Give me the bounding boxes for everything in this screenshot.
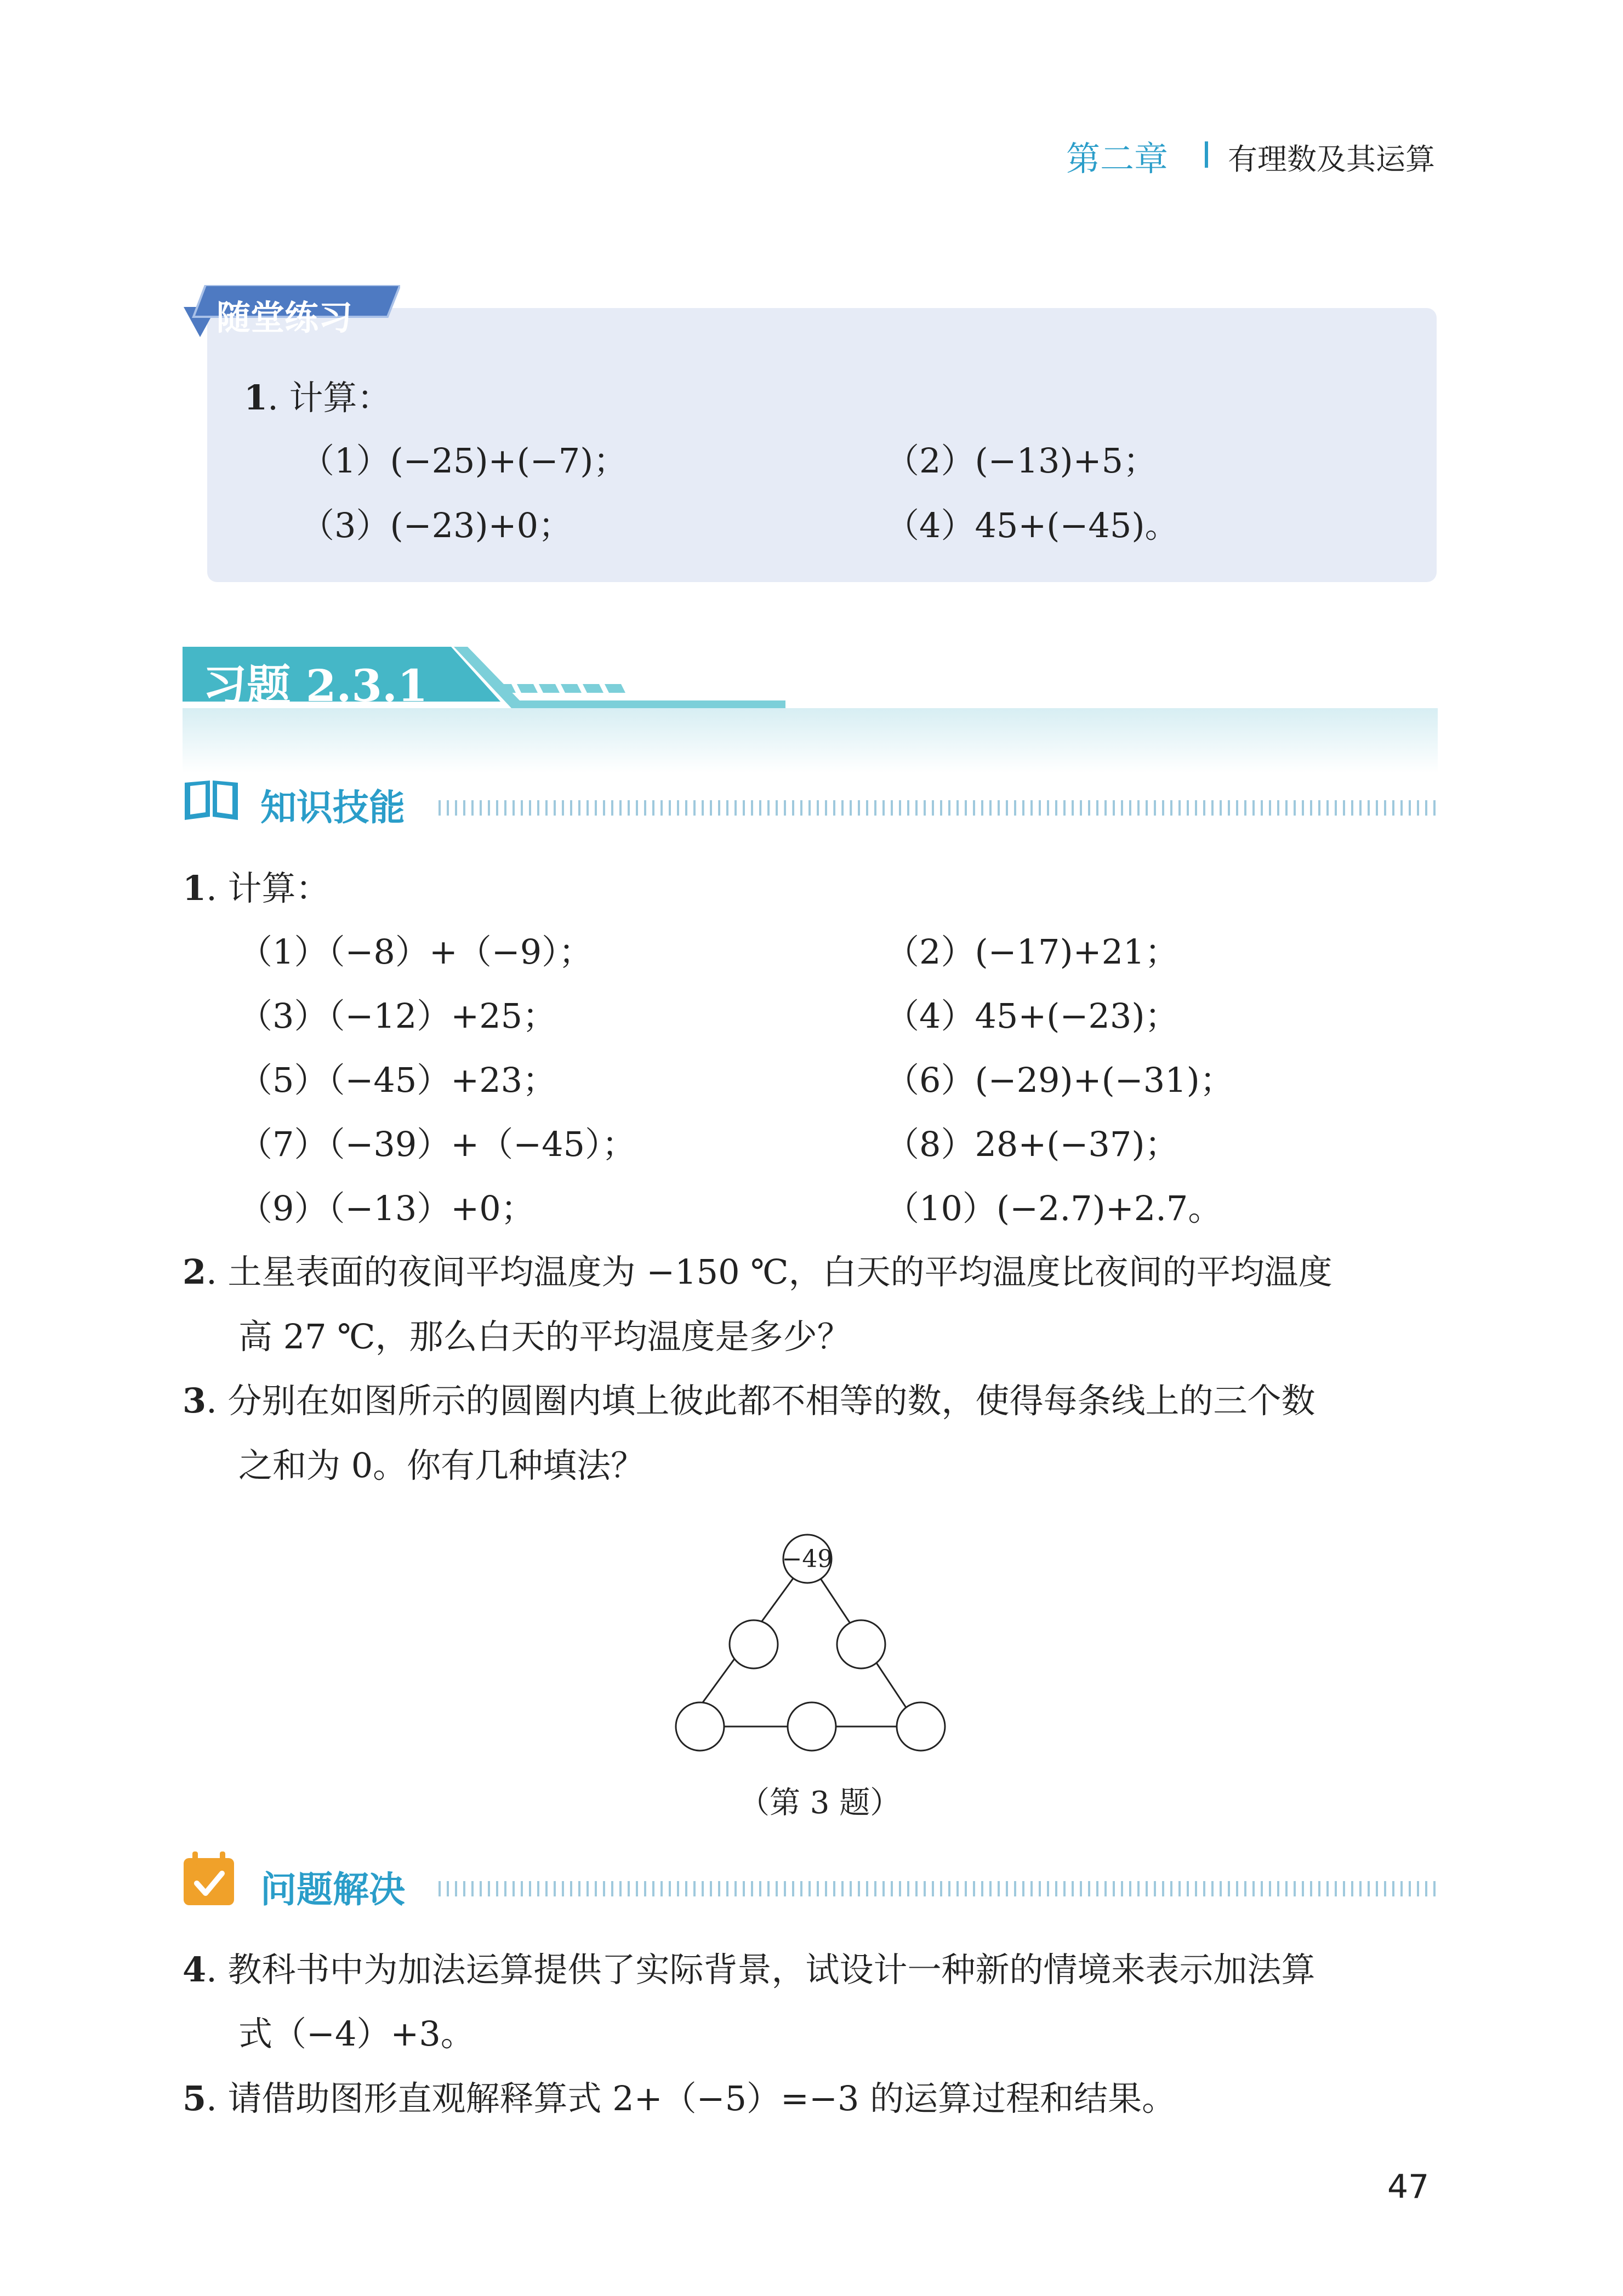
question-3: 3. 分别在如图所示的圆圈内填上彼此都不相等的数，使得每条线上的三个数 [183,1381,1316,1421]
question-4-line2: 式（−4）+3。 [238,2014,475,2054]
section-title-knowledge: 知识技能 [260,787,405,829]
q1-item-6: （6）(−29)+(−31)； [885,1060,1234,1100]
chapter-title: 有理数及其运算 [1228,142,1435,176]
q1-item-3: （3）（−12）+25； [238,996,557,1036]
q1-item-5: （5）（−45）+23； [238,1060,557,1100]
section-divider-dots [439,1881,1439,1896]
section-title-problem: 问题解决 [260,1868,405,1911]
question-3-line2: 之和为 0。你有几种填法？ [238,1445,645,1485]
question-5: 5. 请借助图形直观解释算式 2+（−5）=−3 的运算过程和结果。 [183,2078,1176,2118]
triangle-figure [669,1529,954,1759]
page-number: 47 [1387,2168,1430,2206]
q1-item-2: （2）(−17)+21； [885,932,1179,972]
circle-left-mid [730,1620,778,1668]
q1-item-8: （8）28+(−37)； [885,1124,1179,1164]
question-1: 1. 计算： [183,868,330,908]
practice-question-1: 1. 计算： [244,378,391,418]
figure-caption: （第 3 题） [739,1785,901,1821]
circle-bottom-right [897,1702,945,1751]
circle-top-value: −49 [782,1545,833,1573]
q1-item-7: （7）（−39）+（−45）； [238,1124,636,1164]
practice-item-3: （3）(−23)+0； [300,505,573,545]
question-2-line2: 高 27 ℃，那么白天的平均温度是多少？ [238,1317,851,1357]
exercise-title: 习题 2.3.1 [203,660,428,711]
header-divider [1205,141,1208,168]
circle-bottom-left [676,1702,724,1751]
practice-item-4: （4）45+(−45)。 [885,505,1179,545]
practice-label: 随堂练习 [217,298,353,338]
calendar-check-icon [183,1851,235,1906]
book-icon [183,777,240,822]
question-2: 2. 土星表面的夜间平均温度为 −150 ℃，白天的平均温度比夜间的平均温度 [183,1252,1332,1292]
practice-item-1: （1）(−25)+(−7)； [300,441,628,481]
question-4: 4. 教科书中为加法运算提供了实际背景，试设计一种新的情境来表示加法算 [183,1950,1316,1990]
q1-item-9: （9）（−13）+0； [238,1188,535,1228]
circle-right-mid [837,1620,885,1668]
q1-item-1: （1）（−8）+（−9）； [238,932,593,972]
practice-item-2: （2）(−13)+5； [885,441,1158,481]
q1-item-10: （10）(−2.7)+2.7。 [885,1188,1222,1228]
chapter-label: 第二章 [1066,139,1169,179]
q1-item-4: （4）45+(−23)； [885,996,1179,1036]
section-divider-dots [439,800,1439,816]
circle-bottom-mid [788,1702,836,1751]
